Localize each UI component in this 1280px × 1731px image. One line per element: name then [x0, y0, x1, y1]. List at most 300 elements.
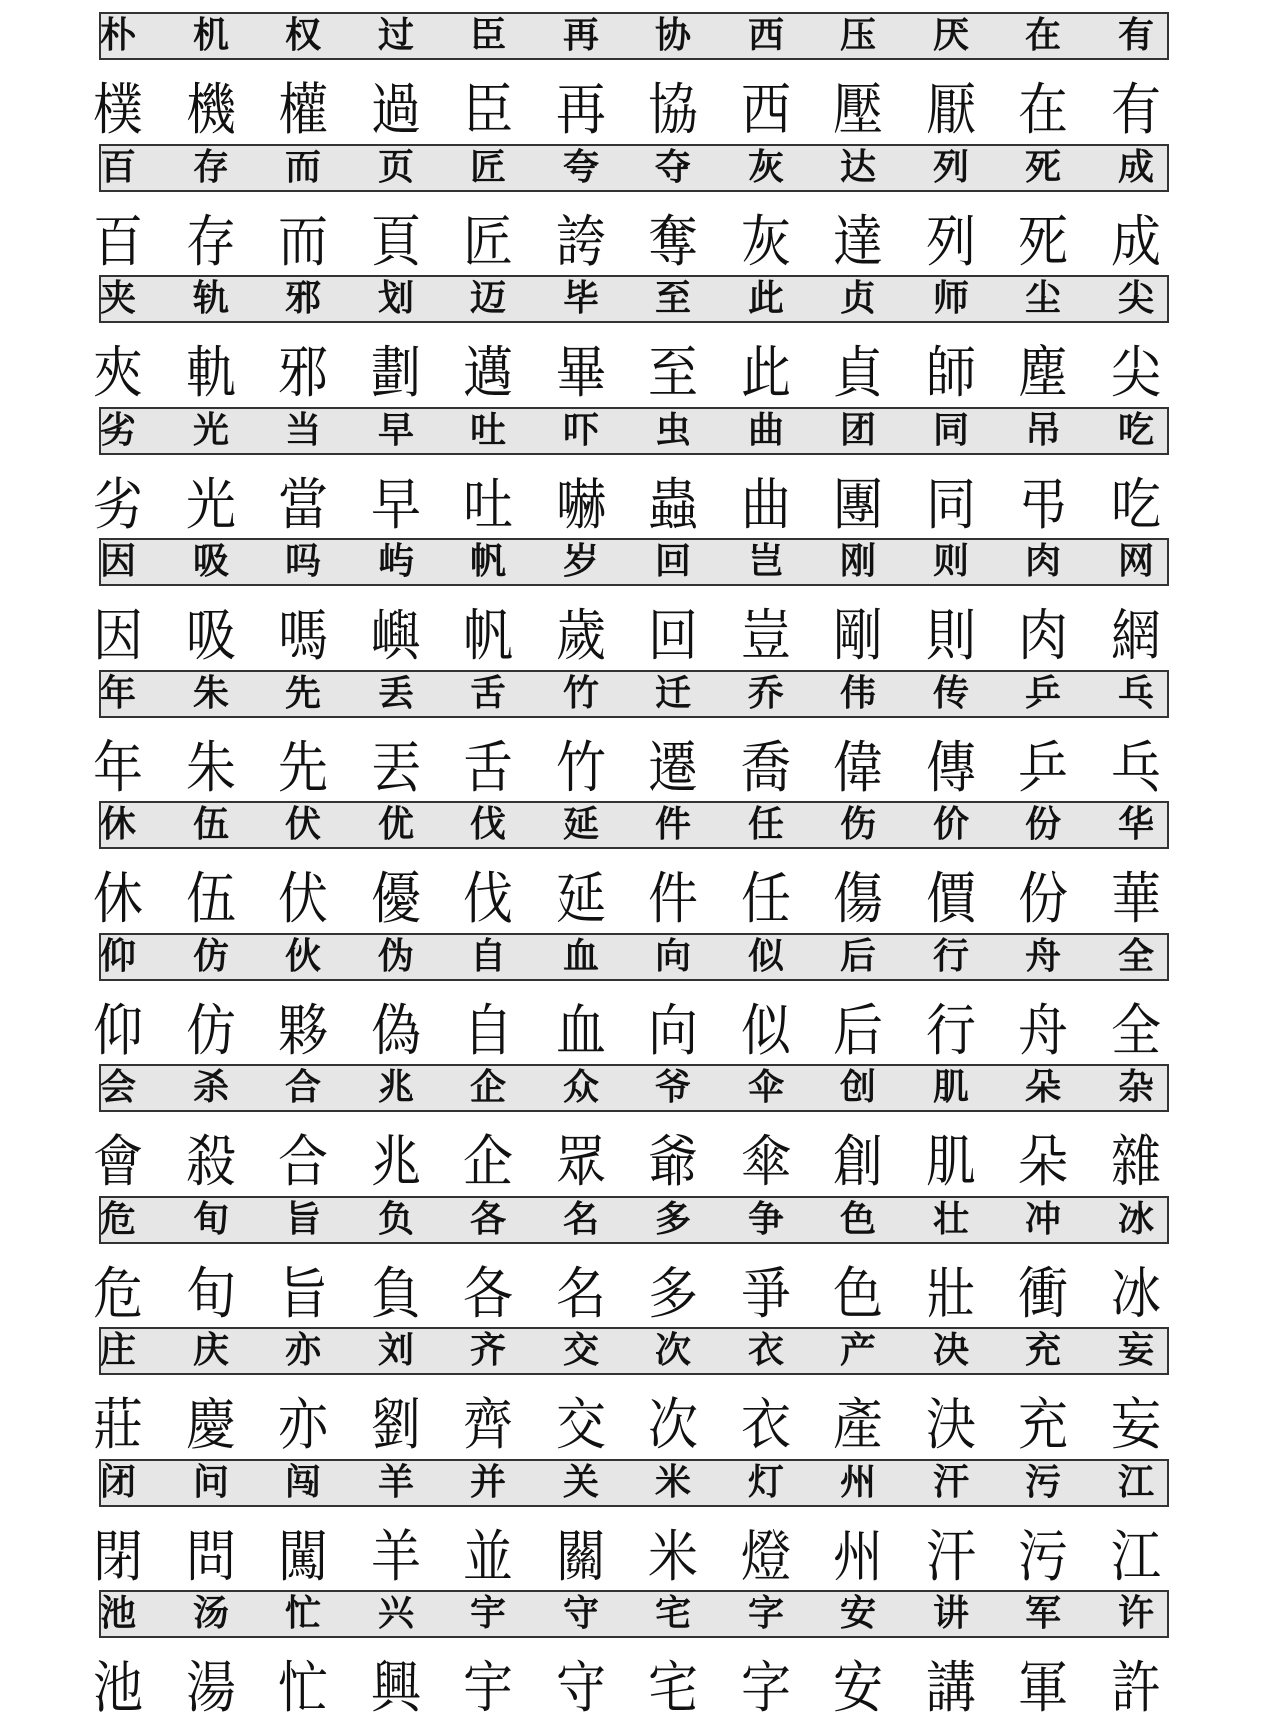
- seal-script-character: 頁: [371, 209, 421, 275]
- modern-character: 冰: [1117, 1199, 1154, 1240]
- seal-script-character: 偽: [371, 998, 421, 1064]
- seal-script-character: 合: [278, 1129, 328, 1195]
- seal-script-character: 在: [1018, 77, 1068, 143]
- modern-character: 讲: [932, 1593, 969, 1634]
- modern-character: 合: [284, 1067, 321, 1108]
- seal-script-character: 吃: [1111, 472, 1161, 538]
- seal-script-character: 守: [556, 1655, 606, 1721]
- seal-script-character: 后: [833, 998, 883, 1064]
- modern-character: 忙: [284, 1593, 321, 1634]
- seal-script-character: 池: [93, 1655, 143, 1721]
- modern-row-band: [99, 670, 1169, 718]
- seal-script-character: 因: [93, 603, 143, 669]
- seal-script-character: 夥: [278, 998, 328, 1064]
- modern-row-band: [99, 1064, 1169, 1112]
- seal-script-character: 而: [278, 209, 328, 275]
- seal-script-character: 達: [833, 209, 883, 275]
- seal-script-character: 竹: [556, 735, 606, 801]
- modern-character: 衣: [747, 1330, 784, 1371]
- seal-script-character: 爭: [741, 1261, 791, 1327]
- modern-character: 厌: [932, 15, 969, 56]
- seal-script-character: 價: [926, 866, 976, 932]
- modern-character: 存: [192, 147, 229, 188]
- seal-script-character: 兆: [371, 1129, 421, 1195]
- modern-character: 舌: [469, 673, 506, 714]
- seal-script-character: 伍: [186, 866, 236, 932]
- modern-character: 师: [932, 278, 969, 319]
- modern-character: 江: [1117, 1462, 1154, 1503]
- seal-script-character: 忙: [278, 1655, 328, 1721]
- modern-character: 向: [654, 936, 691, 977]
- seal-script-character: 字: [741, 1655, 791, 1721]
- modern-character: 优: [377, 804, 414, 845]
- seal-script-character: 嶼: [371, 603, 421, 669]
- modern-row-band: [99, 1459, 1169, 1507]
- seal-script-character: 爺: [648, 1129, 698, 1195]
- seal-script-character: 成: [1111, 209, 1161, 275]
- modern-character: 朱: [192, 673, 229, 714]
- modern-character: 再: [562, 15, 599, 56]
- seal-script-character: 吸: [186, 603, 236, 669]
- modern-character: 吊: [1024, 410, 1061, 451]
- modern-character: 因: [99, 541, 136, 582]
- seal-script-character: 權: [278, 77, 328, 143]
- seal-script-character: 湯: [186, 1655, 236, 1721]
- seal-script-character: 關: [556, 1524, 606, 1590]
- modern-character: 宇: [469, 1593, 506, 1634]
- modern-character: 庄: [99, 1330, 136, 1371]
- modern-character: 朵: [1024, 1067, 1061, 1108]
- modern-character: 企: [469, 1067, 506, 1108]
- modern-character: 在: [1024, 15, 1061, 56]
- seal-script-character: 傷: [833, 866, 883, 932]
- modern-character: 达: [839, 147, 876, 188]
- seal-script-character: 創: [833, 1129, 883, 1195]
- seal-script-character: 莊: [93, 1392, 143, 1458]
- seal-script-character: 尖: [1111, 340, 1161, 406]
- modern-character: 关: [562, 1462, 599, 1503]
- seal-script-character: 雜: [1111, 1129, 1161, 1195]
- modern-character: 邪: [284, 278, 321, 319]
- seal-script-character: 百: [93, 209, 143, 275]
- seal-script-character: 死: [1018, 209, 1068, 275]
- seal-script-character: 朵: [1018, 1129, 1068, 1195]
- seal-script-character: 件: [648, 866, 698, 932]
- seal-script-character: 灰: [741, 209, 791, 275]
- seal-script-character: 伐: [463, 866, 513, 932]
- seal-script-character: 並: [463, 1524, 513, 1590]
- seal-script-character: 舟: [1018, 998, 1068, 1064]
- modern-character: 吗: [284, 541, 321, 582]
- seal-script-character: 壓: [833, 77, 883, 143]
- seal-script-character: 機: [186, 77, 236, 143]
- modern-character: 迁: [654, 673, 691, 714]
- modern-character: 仿: [192, 936, 229, 977]
- modern-character: 冲: [1024, 1199, 1061, 1240]
- modern-character: 尖: [1117, 278, 1154, 319]
- modern-character: 朴: [99, 15, 136, 56]
- modern-character: 岂: [747, 541, 784, 582]
- modern-character: 灯: [747, 1462, 784, 1503]
- modern-character: 匠: [469, 147, 506, 188]
- seal-script-character: 夾: [93, 340, 143, 406]
- seal-script-character: 軍: [1018, 1655, 1068, 1721]
- seal-script-character: 邪: [278, 340, 328, 406]
- modern-character: 伏: [284, 804, 321, 845]
- modern-row-band: [99, 1196, 1169, 1244]
- seal-script-character: 優: [371, 866, 421, 932]
- modern-character: 有: [1117, 15, 1154, 56]
- modern-character: 臣: [469, 15, 506, 56]
- modern-character: 兆: [377, 1067, 414, 1108]
- modern-character: 份: [1024, 804, 1061, 845]
- seal-script-character: 血: [556, 998, 606, 1064]
- seal-script-character: 米: [648, 1524, 698, 1590]
- modern-character: 夸: [562, 147, 599, 188]
- seal-script-character: 傳: [926, 735, 976, 801]
- modern-character: 竹: [562, 673, 599, 714]
- modern-character: 各: [469, 1199, 506, 1240]
- modern-character: 早: [377, 410, 414, 451]
- seal-script-character: 州: [833, 1524, 883, 1590]
- modern-character: 夹: [99, 278, 136, 319]
- modern-character: 压: [839, 15, 876, 56]
- seal-script-character: 華: [1111, 866, 1161, 932]
- seal-script-character: 亦: [278, 1392, 328, 1458]
- seal-script-character: 仰: [93, 998, 143, 1064]
- modern-row-band: [99, 933, 1169, 981]
- seal-script-character: 奪: [648, 209, 698, 275]
- seal-script-character: 有: [1111, 77, 1161, 143]
- seal-script-character: 喬: [741, 735, 791, 801]
- modern-character: 肉: [1024, 541, 1061, 582]
- modern-character: 多: [654, 1199, 691, 1240]
- seal-script-character: 向: [648, 998, 698, 1064]
- seal-script-character: 偉: [833, 735, 883, 801]
- modern-character: 安: [839, 1593, 876, 1634]
- seal-script-character: 樸: [93, 77, 143, 143]
- modern-character: 仰: [99, 936, 136, 977]
- modern-character: 爷: [654, 1067, 691, 1108]
- modern-character: 吸: [192, 541, 229, 582]
- modern-character: 众: [562, 1067, 599, 1108]
- seal-script-character: 厭: [926, 77, 976, 143]
- modern-character: 伞: [747, 1067, 784, 1108]
- modern-character: 决: [932, 1330, 969, 1371]
- seal-script-character: 眾: [556, 1129, 606, 1195]
- seal-script-character: 誇: [556, 209, 606, 275]
- seal-script-character: 衝: [1018, 1261, 1068, 1327]
- seal-script-character: 劉: [371, 1392, 421, 1458]
- seal-script-character: 產: [833, 1392, 883, 1458]
- seal-script-character: 嚇: [556, 472, 606, 538]
- modern-character: 虫: [654, 410, 691, 451]
- seal-script-character: 遷: [648, 735, 698, 801]
- seal-script-character: 歲: [556, 603, 606, 669]
- seal-script-character: 闖: [278, 1524, 328, 1590]
- seal-script-character: 回: [648, 603, 698, 669]
- modern-character: 丢: [377, 673, 414, 714]
- modern-character: 并: [469, 1462, 506, 1503]
- modern-character: 污: [1024, 1462, 1061, 1503]
- modern-character: 州: [839, 1462, 876, 1503]
- modern-character: 此: [747, 278, 784, 319]
- seal-script-character: 衣: [741, 1392, 791, 1458]
- modern-character: 光: [192, 410, 229, 451]
- modern-character: 劣: [99, 410, 136, 451]
- seal-script-character: 安: [833, 1655, 883, 1721]
- seal-script-character: 休: [93, 866, 143, 932]
- seal-script-character: 師: [926, 340, 976, 406]
- modern-character: 交: [562, 1330, 599, 1371]
- modern-character: 妄: [1117, 1330, 1154, 1371]
- seal-script-character: 興: [371, 1655, 421, 1721]
- modern-character: 汤: [192, 1593, 229, 1634]
- modern-row-band: [99, 12, 1169, 60]
- seal-script-character: 負: [371, 1261, 421, 1327]
- modern-character: 网: [1117, 541, 1154, 582]
- seal-script-character: 舌: [463, 735, 513, 801]
- modern-character: 至: [654, 278, 691, 319]
- modern-character: 壮: [932, 1199, 969, 1240]
- seal-script-character: 貞: [833, 340, 883, 406]
- seal-script-character: 似: [741, 998, 791, 1064]
- modern-character: 传: [932, 673, 969, 714]
- seal-script-character: 污: [1018, 1524, 1068, 1590]
- modern-character: 刘: [377, 1330, 414, 1371]
- modern-row-band: [99, 275, 1169, 323]
- modern-character: 会: [99, 1067, 136, 1108]
- seal-script-character: 帆: [463, 603, 513, 669]
- modern-character: 贞: [839, 278, 876, 319]
- modern-character: 华: [1117, 804, 1154, 845]
- modern-row-band: [99, 1327, 1169, 1375]
- seal-script-character: 羊: [371, 1524, 421, 1590]
- modern-character: 当: [284, 410, 321, 451]
- modern-character: 延: [562, 804, 599, 845]
- seal-script-character: 延: [556, 866, 606, 932]
- modern-character: 色: [839, 1199, 876, 1240]
- seal-script-character: 許: [1111, 1655, 1161, 1721]
- seal-script-character: 各: [463, 1261, 513, 1327]
- modern-character: 伍: [192, 804, 229, 845]
- modern-character: 机: [192, 15, 229, 56]
- modern-character: 闭: [99, 1462, 136, 1503]
- modern-character: 问: [192, 1462, 229, 1503]
- seal-script-character: 匠: [463, 209, 513, 275]
- seal-script-character: 網: [1111, 603, 1161, 669]
- seal-script-character: 軌: [186, 340, 236, 406]
- modern-character: 死: [1024, 147, 1061, 188]
- modern-character: 羊: [377, 1462, 414, 1503]
- modern-row-band: [99, 538, 1169, 586]
- modern-character: 军: [1024, 1593, 1061, 1634]
- modern-character: 危: [99, 1199, 136, 1240]
- modern-character: 杀: [192, 1067, 229, 1108]
- seal-script-character: 會: [93, 1129, 143, 1195]
- seal-script-character: 全: [1111, 998, 1161, 1064]
- seal-script-character: 企: [463, 1129, 513, 1195]
- seal-script-character: 自: [463, 998, 513, 1064]
- modern-character: 吓: [562, 410, 599, 451]
- seal-script-character: 宇: [463, 1655, 513, 1721]
- modern-character: 米: [654, 1462, 691, 1503]
- seal-script-character: 劣: [93, 472, 143, 538]
- modern-character: 乔: [747, 673, 784, 714]
- seal-script-character: 殺: [186, 1129, 236, 1195]
- modern-character: 刚: [839, 541, 876, 582]
- seal-script-character: 蟲: [648, 472, 698, 538]
- seal-script-character: 多: [648, 1261, 698, 1327]
- seal-script-character: 燈: [741, 1524, 791, 1590]
- modern-character: 池: [99, 1593, 136, 1634]
- modern-character: 帆: [469, 541, 506, 582]
- modern-character: 许: [1117, 1593, 1154, 1634]
- modern-character: 西: [747, 15, 784, 56]
- seal-script-character: 宅: [648, 1655, 698, 1721]
- seal-script-character: 團: [833, 472, 883, 538]
- modern-character: 吃: [1117, 410, 1154, 451]
- modern-character: 肌: [932, 1067, 969, 1108]
- seal-script-character: 任: [741, 866, 791, 932]
- seal-script-character: 早: [371, 472, 421, 538]
- seal-script-character: 曲: [741, 472, 791, 538]
- seal-script-character: 妄: [1111, 1392, 1161, 1458]
- modern-character: 团: [839, 410, 876, 451]
- modern-character: 宅: [654, 1593, 691, 1634]
- seal-script-character: 乓: [1111, 735, 1161, 801]
- modern-character: 协: [654, 15, 691, 56]
- modern-character: 页: [377, 147, 414, 188]
- seal-script-character: 旨: [278, 1261, 328, 1327]
- seal-script-character: 齊: [463, 1392, 513, 1458]
- seal-script-character: 講: [926, 1655, 976, 1721]
- seal-script-character: 至: [648, 340, 698, 406]
- modern-character: 件: [654, 804, 691, 845]
- seal-script-character: 年: [93, 735, 143, 801]
- modern-character: 过: [377, 15, 414, 56]
- modern-character: 岁: [562, 541, 599, 582]
- seal-script-character: 肉: [1018, 603, 1068, 669]
- seal-script-character: 先: [278, 735, 328, 801]
- seal-script-character: 光: [186, 472, 236, 538]
- modern-character: 伐: [469, 804, 506, 845]
- seal-script-character: 乒: [1018, 735, 1068, 801]
- modern-character: 乓: [1117, 673, 1154, 714]
- modern-character: 曲: [747, 410, 784, 451]
- seal-script-character: 塵: [1018, 340, 1068, 406]
- modern-character: 伟: [839, 673, 876, 714]
- seal-script-character: 充: [1018, 1392, 1068, 1458]
- seal-script-character: 次: [648, 1392, 698, 1458]
- modern-character: 产: [839, 1330, 876, 1371]
- seal-script-character: 交: [556, 1392, 606, 1458]
- modern-character: 旨: [284, 1199, 321, 1240]
- modern-row-band: [99, 1590, 1169, 1638]
- modern-character: 后: [839, 936, 876, 977]
- modern-character: 成: [1117, 147, 1154, 188]
- modern-character: 屿: [377, 541, 414, 582]
- seal-script-character: 決: [926, 1392, 976, 1458]
- seal-script-character: 剛: [833, 603, 883, 669]
- modern-character: 权: [284, 15, 321, 56]
- seal-script-character: 此: [741, 340, 791, 406]
- modern-character: 休: [99, 804, 136, 845]
- seal-script-character: 嗎: [278, 603, 328, 669]
- modern-character: 百: [99, 147, 136, 188]
- modern-character: 似: [747, 936, 784, 977]
- modern-character: 名: [562, 1199, 599, 1240]
- seal-script-character: 冰: [1111, 1261, 1161, 1327]
- modern-character: 创: [839, 1067, 876, 1108]
- modern-character: 次: [654, 1330, 691, 1371]
- seal-script-character: 列: [926, 209, 976, 275]
- seal-script-character: 色: [833, 1261, 883, 1327]
- modern-character: 而: [284, 147, 321, 188]
- seal-script-character: 汗: [926, 1524, 976, 1590]
- modern-character: 自: [469, 936, 506, 977]
- seal-script-character: 傘: [741, 1129, 791, 1195]
- modern-character: 杂: [1117, 1067, 1154, 1108]
- modern-character: 列: [932, 147, 969, 188]
- seal-script-character: 臣: [463, 77, 513, 143]
- modern-character: 迈: [469, 278, 506, 319]
- modern-character: 伪: [377, 936, 414, 977]
- modern-character: 毕: [562, 278, 599, 319]
- seal-script-character: 伏: [278, 866, 328, 932]
- seal-script-character: 危: [93, 1261, 143, 1327]
- modern-character: 旬: [192, 1199, 229, 1240]
- seal-script-character: 豈: [741, 603, 791, 669]
- seal-script-character: 閉: [93, 1524, 143, 1590]
- modern-character: 舟: [1024, 936, 1061, 977]
- seal-script-character: 存: [186, 209, 236, 275]
- modern-character: 吐: [469, 410, 506, 451]
- modern-character: 伙: [284, 936, 321, 977]
- seal-script-character: 當: [278, 472, 328, 538]
- modern-character: 闯: [284, 1462, 321, 1503]
- modern-row-band: [99, 407, 1169, 455]
- modern-character: 则: [932, 541, 969, 582]
- seal-script-character: 江: [1111, 1524, 1161, 1590]
- seal-script-character: 過: [371, 77, 421, 143]
- modern-character: 字: [747, 1593, 784, 1634]
- modern-character: 负: [377, 1199, 414, 1240]
- modern-character: 兴: [377, 1593, 414, 1634]
- seal-script-character: 慶: [186, 1392, 236, 1458]
- modern-character: 全: [1117, 936, 1154, 977]
- modern-character: 充: [1024, 1330, 1061, 1371]
- modern-row-band: [99, 144, 1169, 192]
- seal-script-character: 協: [648, 77, 698, 143]
- modern-character: 争: [747, 1199, 784, 1240]
- seal-script-character: 則: [926, 603, 976, 669]
- modern-character: 轨: [192, 278, 229, 319]
- modern-character: 先: [284, 673, 321, 714]
- modern-character: 血: [562, 936, 599, 977]
- seal-script-character: 邁: [463, 340, 513, 406]
- modern-character: 尘: [1024, 278, 1061, 319]
- seal-script-character: 朱: [186, 735, 236, 801]
- modern-character: 回: [654, 541, 691, 582]
- seal-script-character: 旬: [186, 1261, 236, 1327]
- modern-row-band: [99, 801, 1169, 849]
- modern-character: 同: [932, 410, 969, 451]
- modern-character: 任: [747, 804, 784, 845]
- seal-script-character: 壯: [926, 1261, 976, 1327]
- seal-script-character: 行: [926, 998, 976, 1064]
- seal-script-character: 同: [926, 472, 976, 538]
